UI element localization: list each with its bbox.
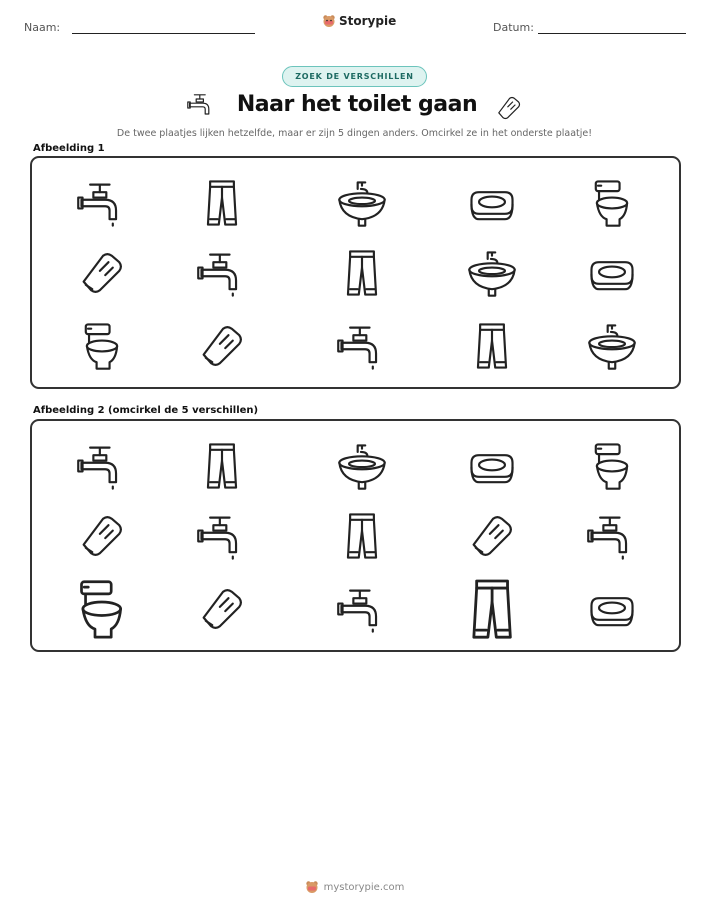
bear-icon [322, 14, 336, 28]
instructions: De twee plaatjes lijken hetzelfde, maar er zijn 5 dingen anders. Omcirkel ze in het onderste plaatje! [116, 128, 593, 139]
tap-icon[interactable] [585, 509, 639, 563]
towel-icon[interactable] [465, 509, 519, 563]
towel-icon [494, 93, 524, 123]
toilet-icon[interactable] [585, 176, 639, 230]
page-title: Naar het toilet gaan [236, 92, 478, 117]
sink-icon[interactable] [585, 319, 639, 373]
toilet-icon[interactable] [75, 319, 129, 373]
date-label: Datum: [493, 21, 534, 34]
bear-icon [305, 880, 319, 894]
sink-icon[interactable] [465, 246, 519, 300]
pants-icon[interactable] [195, 439, 249, 493]
soap-icon[interactable] [585, 582, 639, 636]
picture2-panel[interactable] [30, 419, 681, 652]
tap-icon[interactable] [335, 582, 389, 636]
pants-icon[interactable] [457, 574, 527, 644]
towel-icon[interactable] [195, 319, 249, 373]
picture2-label: Afbeelding 2 (omcirkel de 5 verschillen) [33, 405, 259, 416]
toilet-icon[interactable] [68, 575, 136, 643]
tap-icon[interactable] [195, 246, 249, 300]
tap-icon[interactable] [195, 509, 249, 563]
footer [0, 880, 709, 894]
sink-icon[interactable] [335, 176, 389, 230]
category-badge: ZOEK DE VERSCHILLEN [282, 66, 427, 87]
date-line[interactable] [538, 33, 686, 34]
tap-icon[interactable] [335, 319, 389, 373]
brand-logo [322, 14, 396, 28]
pants-icon[interactable] [465, 319, 519, 373]
toilet-icon[interactable] [585, 439, 639, 493]
picture1-label: Afbeelding 1 [33, 143, 105, 154]
name-line[interactable] [72, 33, 255, 34]
brand-name: Storypie [339, 14, 397, 28]
tap-icon[interactable] [75, 439, 129, 493]
pants-icon[interactable] [195, 176, 249, 230]
soap-icon[interactable] [585, 246, 639, 300]
pants-icon[interactable] [335, 246, 389, 300]
towel-icon[interactable] [75, 509, 129, 563]
tap-icon[interactable] [75, 176, 129, 230]
footer-site-link[interactable]: mystorypie.com [323, 881, 405, 893]
tap-icon [186, 90, 216, 120]
towel-icon[interactable] [195, 582, 249, 636]
name-label: Naam: [24, 21, 61, 34]
soap-icon[interactable] [465, 439, 519, 493]
pants-icon[interactable] [335, 509, 389, 563]
picture1-panel [30, 156, 681, 389]
sink-icon[interactable] [335, 439, 389, 493]
towel-icon[interactable] [75, 246, 129, 300]
soap-icon[interactable] [465, 176, 519, 230]
